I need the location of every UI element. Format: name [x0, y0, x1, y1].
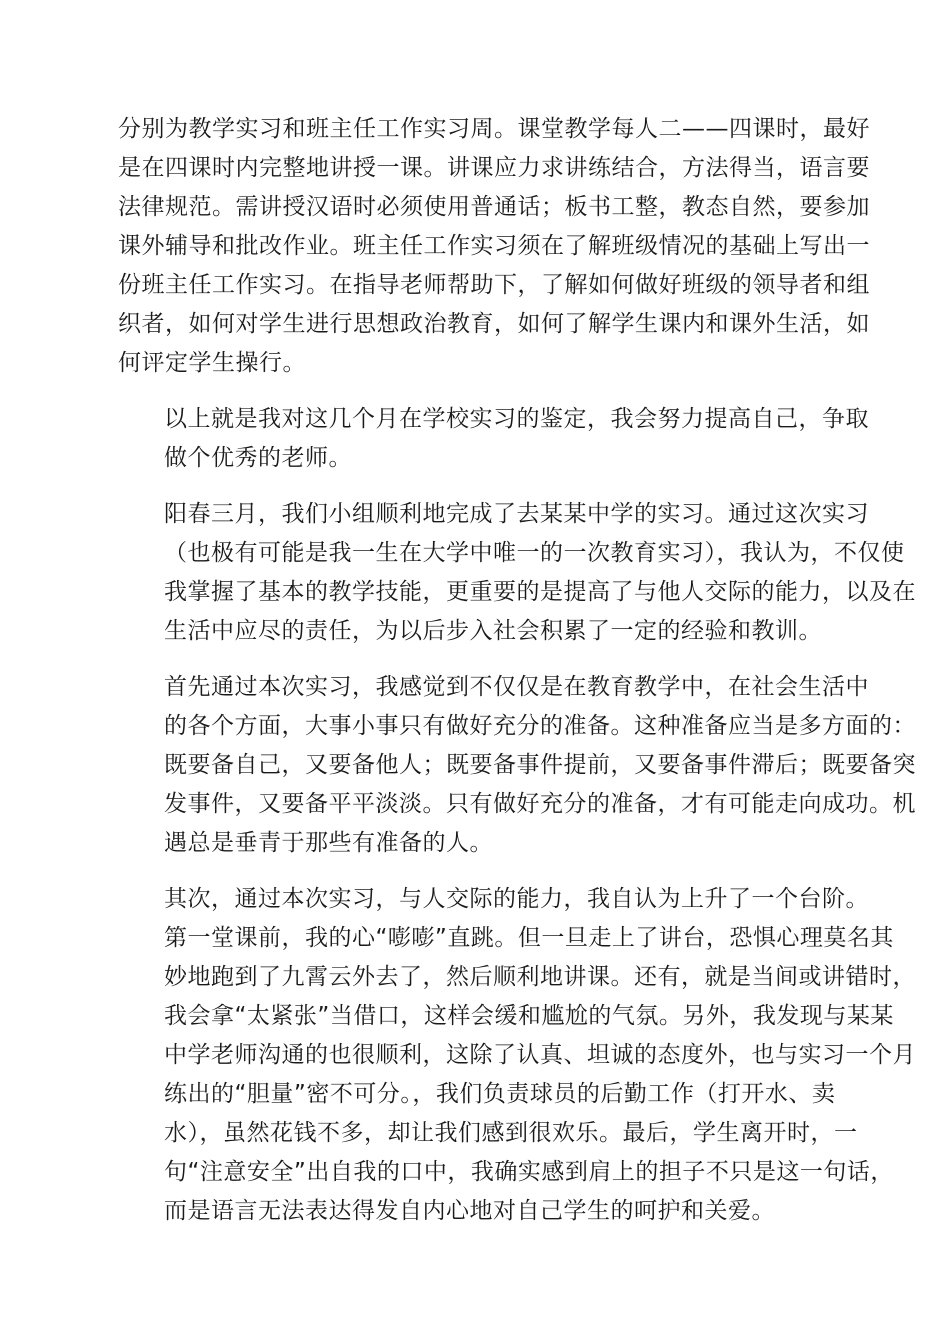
text-line: 以上就是我对这几个月在学校实习的鉴定，我会努力提高自己，争取 [164, 406, 869, 432]
text-line: 的各个方面，大事小事只有做好充分的准备。这种准备应当是多方面的： [164, 713, 916, 739]
text-line: 做个优秀的老师。 [164, 445, 352, 471]
text-line: 遇总是垂青于那些有准备的人。 [164, 830, 493, 856]
text-line: 份班主任工作实习。在指导老师帮助下，了解如何做好班级的领导者和组 [118, 272, 870, 298]
text-line: 我会拿“太紧张”当借口，这样会缓和尴尬的气氛。另外，我发现与某某 [164, 1003, 894, 1029]
text-line: 分别为教学实习和班主任工作实习周。课堂教学每人二——四课时，最好 [118, 116, 870, 142]
text-line: 生活中应尽的责任，为以后步入社会积累了一定的经验和教训。 [164, 618, 822, 644]
text-line: 第一堂课前，我的心“嘭嘭”直跳。但一旦走上了讲台，恐惧心理莫名其 [164, 925, 894, 951]
text-line: 发事件，又要备平平淡淡。只有做好充分的准备，才有可能走向成功。机 [164, 791, 916, 817]
text-line: 而是语言无法表达得发自内心地对自己学生的呵护和关爱。 [164, 1198, 775, 1224]
text-line: 妙地跑到了九霄云外去了，然后顺利地讲课。还有，就是当间或讲错时， [164, 964, 916, 990]
text-line: 其次，通过本次实习，与人交际的能力，我自认为上升了一个台阶。 [164, 886, 869, 912]
paragraph-communication [118, 880, 916, 1231]
document-body [118, 110, 916, 1248]
text-line: 阳春三月，我们小组顺利地完成了去某某中学的实习。通过这次实习 [164, 501, 869, 527]
text-line: 练出的“胆量”密不可分。，我们负责球员的后勤工作（打开水、卖 [164, 1081, 836, 1107]
text-line: 中学老师沟通的也很顺利，这除了认真、坦诚的态度外，也与实习一个月 [164, 1042, 916, 1068]
paragraph-preparation [118, 668, 916, 863]
paragraph-internship-plan [118, 110, 870, 383]
paragraph-spring-internship [118, 495, 916, 651]
text-line: 课外辅导和批改作业。班主任工作实习须在了解班级情况的基础上写出一 [118, 233, 870, 259]
text-line: 既要备自己，又要备他人；既要备事件提前，又要备事件滞后；既要备突 [164, 752, 916, 778]
text-line: 句“注意安全”出自我的口中，我确实感到肩上的担子不只是这一句话， [164, 1159, 894, 1185]
text-line: 我掌握了基本的教学技能，更重要的是提高了与他人交际的能力，以及在 [164, 579, 916, 605]
text-line: 是在四课时内完整地讲授一课。讲课应力求讲练结合，方法得当，语言要 [118, 155, 870, 181]
text-line: 首先通过本次实习，我感觉到不仅仅是在教育教学中，在社会生活中 [164, 674, 869, 700]
paragraph-summary [118, 400, 869, 478]
text-line: （也极有可能是我一生在大学中唯一的一次教育实习），我认为，不仅使 [164, 540, 905, 566]
text-line: 法律规范。需讲授汉语时必须使用普通话；板书工整，教态自然，要参加 [118, 194, 870, 220]
text-line: 何评定学生操行。 [118, 350, 306, 376]
text-line: 水），虽然花钱不多，却让我们感到很欢乐。最后，学生离开时，一 [164, 1120, 858, 1146]
text-line: 织者，如何对学生进行思想政治教育，如何了解学生课内和课外生活，如 [118, 311, 870, 337]
